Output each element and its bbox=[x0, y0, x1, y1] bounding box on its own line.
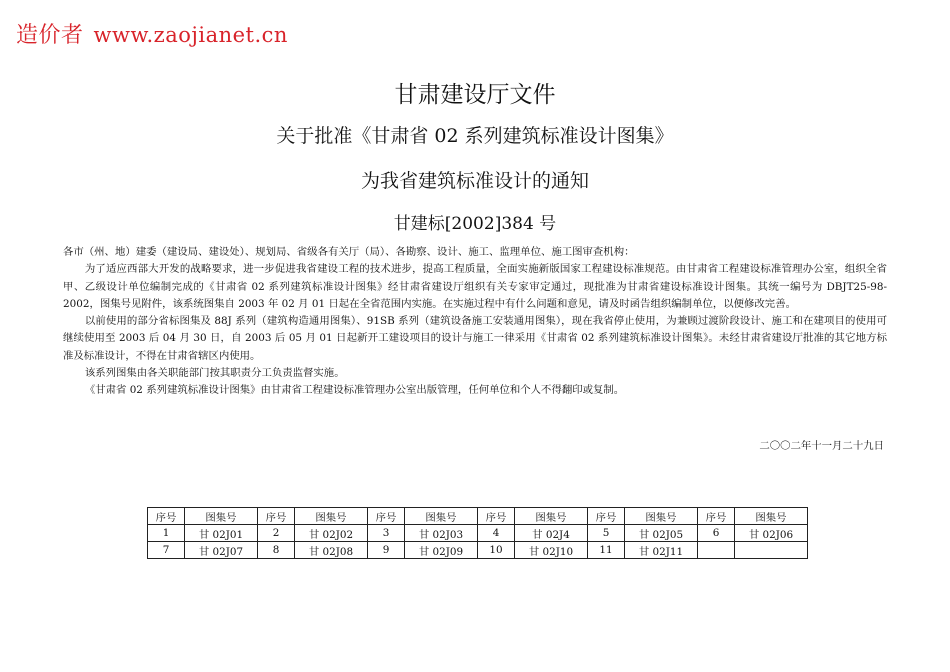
cell-atlas-code: 甘 02J06 bbox=[735, 525, 808, 542]
cell-atlas-code: 甘 02J01 bbox=[185, 525, 258, 542]
watermark-site-name: 造价者 bbox=[16, 23, 84, 48]
cell-serial-no: 6 bbox=[698, 525, 735, 542]
cell-atlas-code: 甘 02J02 bbox=[295, 525, 368, 542]
header-cell-no: 序号 bbox=[588, 508, 625, 525]
cell-serial-no: 10 bbox=[478, 542, 515, 559]
header-cell-code: 图集号 bbox=[405, 508, 478, 525]
header-cell-no: 序号 bbox=[368, 508, 405, 525]
document-number: 甘建标[2002]384 号 bbox=[393, 214, 557, 234]
cell-serial-no: 4 bbox=[478, 525, 515, 542]
watermark-url[interactable]: www.zaojianet.cn bbox=[93, 23, 288, 47]
cell-serial-no: 2 bbox=[258, 525, 295, 542]
cell-atlas-code: 甘 02J09 bbox=[405, 542, 478, 559]
header-cell-code: 图集号 bbox=[735, 508, 808, 525]
body-paragraph: 以前使用的部分省标图集及 88J 系列（建筑构造通用图集）、91SB 系列（建筑设备施工安装通用图集），现在我省停止使用，为兼顾过渡阶段设计、施工和在建项目的使用可继续使用至 2003 后 04 月 30 日，自 2003 后 05 月 01 日起新开工建设项目的设计与施工一律采用《甘肃省 02 系列建筑标准设计图集》。未经甘肃省建设厅批准的其它地方标准及标准设计，不得在甘肃省辖区内使用。 bbox=[63, 315, 887, 362]
cell-atlas-code: 甘 02J03 bbox=[405, 525, 478, 542]
notice-body bbox=[63, 244, 887, 400]
cell-serial-no: 8 bbox=[258, 542, 295, 559]
cell-atlas-code: 甘 02J07 bbox=[185, 542, 258, 559]
cell-serial-no: 7 bbox=[148, 542, 185, 559]
cell-serial-no: 9 bbox=[368, 542, 405, 559]
cell-serial-no: 11 bbox=[588, 542, 625, 559]
cell-atlas-code: 甘 02J08 bbox=[295, 542, 368, 559]
cell-serial-no bbox=[698, 542, 735, 559]
body-paragraph: 为了适应西部大开发的战略要求，进一步促进我省建设工程的技术进步，提高工程质量，全面实施新版国家工程建设标准规范。由甘肃省工程建设标准管理办公室，组织全省甲、乙级设计单位编制完成的《甘肃省 02 系列建筑标准设计图集》经甘肃省建设厅组织有关专家审定通过，现批准为甘肃省建设标准设计图集。其统一编号为 DBJT25-98-2002，图集号见附件，该系统图集自 2003 年 02 月 01 日起在全省范围内实施。在实施过程中有什么问题和意见，请及时函告组织编制单位，以便修改完善。 bbox=[63, 263, 887, 310]
watermark bbox=[16, 18, 288, 49]
table-row bbox=[148, 542, 808, 559]
header-cell-code: 图集号 bbox=[625, 508, 698, 525]
cell-atlas-code: 甘 02J10 bbox=[515, 542, 588, 559]
cell-atlas-code bbox=[735, 542, 808, 559]
header-cell-no: 序号 bbox=[148, 508, 185, 525]
header-cell-no: 序号 bbox=[478, 508, 515, 525]
cell-atlas-code: 甘 02J11 bbox=[625, 542, 698, 559]
document-title: 甘肃建设厅文件 bbox=[394, 82, 556, 108]
cell-serial-no: 3 bbox=[368, 525, 405, 542]
issue-date: 二〇〇二年十一月二十九日 bbox=[759, 440, 884, 452]
table-header-row bbox=[148, 508, 808, 525]
header-cell-code: 图集号 bbox=[515, 508, 588, 525]
cell-serial-no: 1 bbox=[148, 525, 185, 542]
addressee: 各市（州、地）建委（建设局、建设处）、规划局、省级各有关厅（局）、各勘察、设计、施工、监理单位、施工图审查机构： bbox=[63, 246, 635, 258]
notice-subtitle-line2: 为我省建筑标准设计的通知 bbox=[360, 170, 589, 192]
header-cell-code: 图集号 bbox=[185, 508, 258, 525]
body-paragraph: 《甘肃省 02 系列建筑标准设计图集》由甘肃省工程建设标准管理办公室出版管理，任何单位和个人不得翻印或复制。 bbox=[84, 384, 625, 397]
header-cell-no: 序号 bbox=[698, 508, 735, 525]
cell-atlas-code: 甘 02J05 bbox=[625, 525, 698, 542]
body-paragraph: 该系列图集由各关职能部门按其职责分工负责监督实施。 bbox=[84, 367, 345, 380]
cell-atlas-code: 甘 02J4 bbox=[515, 525, 588, 542]
notice-subtitle-line1: 关于批准《甘肃省 02 系列建筑标准设计图集》 bbox=[276, 125, 674, 147]
cell-serial-no: 5 bbox=[588, 525, 625, 542]
table-row bbox=[148, 525, 808, 542]
atlas-index-table bbox=[147, 507, 808, 559]
header-cell-code: 图集号 bbox=[295, 508, 368, 525]
header-cell-no: 序号 bbox=[258, 508, 295, 525]
